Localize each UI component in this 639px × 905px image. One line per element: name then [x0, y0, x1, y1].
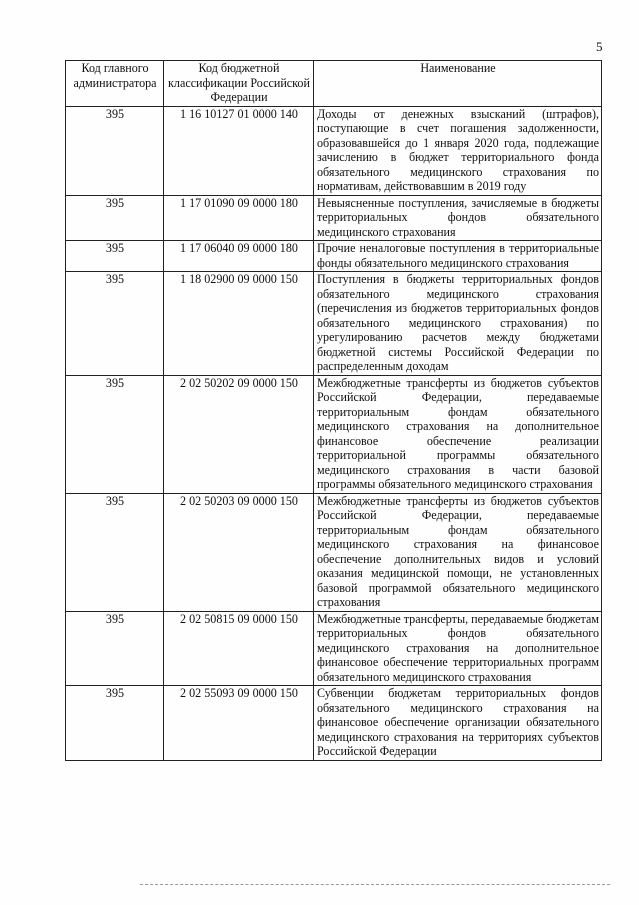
cell-admin-code: 395	[66, 272, 164, 376]
cell-budget-code: 1 16 10127 01 0000 140	[164, 106, 314, 195]
cell-admin-code: 395	[66, 611, 164, 686]
cell-name: Поступления в бюджеты территориальных фондов обязательного медицинского страхования (перечисления из бюджетов территориальных фондов обязательного медицинского страхования) по урегулированию расчетов между бюджетами бюджетной системы Российской Федерации по распределенным доходам	[314, 272, 602, 376]
scan-footer-line	[140, 884, 610, 887]
header-budget-code: Код бюджетной классификации Российской Федерации	[164, 61, 314, 107]
table-row	[66, 611, 602, 686]
header-admin-code: Код главного администратора	[66, 61, 164, 107]
cell-admin-code: 395	[66, 195, 164, 241]
page-number: 5	[596, 39, 603, 54]
cell-name: Субвенции бюджетам территориальных фондов обязательного медицинского страхования на финансовое обеспечение организации обязательного медицинского страхования на территориях субъектов Российской Федерации	[314, 686, 602, 761]
cell-name: Доходы от денежных взысканий (штрафов), поступающие в счет погашения задолженности, образовавшейся до 1 января 2020 года, подлежащие зачислению в бюджет территориального фонда обязательного медицинского страхования по нормативам, действовавшим в 2019 году	[314, 106, 602, 195]
cell-admin-code: 395	[66, 375, 164, 493]
cell-budget-code: 2 02 50203 09 0000 150	[164, 493, 314, 611]
cell-admin-code: 395	[66, 106, 164, 195]
cell-name: Межбюджетные трансферты из бюджетов субъектов Российской Федерации, передаваемые территориальным фондам обязательного медицинского страхования на финансовое обеспечение дополнительных видов и условий оказания медицинской помощи, не установленных базовой программой обязательного медицинского страхования	[314, 493, 602, 611]
budget-codes-table	[65, 60, 602, 761]
cell-admin-code: 395	[66, 686, 164, 761]
table-header-row	[66, 61, 602, 107]
table-row	[66, 493, 602, 611]
cell-name: Невыясненные поступления, зачисляемые в бюджеты территориальных фондов обязательного медицинского страхования	[314, 195, 602, 241]
header-name: Наименование	[314, 61, 602, 107]
cell-budget-code: 1 17 01090 09 0000 180	[164, 195, 314, 241]
cell-admin-code: 395	[66, 241, 164, 272]
table-row	[66, 686, 602, 761]
cell-budget-code: 2 02 50202 09 0000 150	[164, 375, 314, 493]
cell-name: Межбюджетные трансферты из бюджетов субъектов Российской Федерации, передаваемые территориальным фондам обязательного медицинского страхования на дополнительное финансовое обеспечение реализации территориальной программы обязательного медицинского страхования в части базовой программы обязательного медицинского страхования	[314, 375, 602, 493]
cell-budget-code: 1 17 06040 09 0000 180	[164, 241, 314, 272]
table-row	[66, 272, 602, 376]
table-row	[66, 241, 602, 272]
table-row	[66, 195, 602, 241]
cell-name: Межбюджетные трансферты, передаваемые бюджетам территориальных фондов обязательного медицинского страхования на дополнительное финансовое обеспечение территориальных программ обязательного медицинского страхования	[314, 611, 602, 686]
cell-budget-code: 2 02 55093 09 0000 150	[164, 686, 314, 761]
cell-budget-code: 2 02 50815 09 0000 150	[164, 611, 314, 686]
cell-name: Прочие неналоговые поступления в территориальные фонды обязательного медицинского страхования	[314, 241, 602, 272]
cell-budget-code: 1 18 02900 09 0000 150	[164, 272, 314, 376]
cell-admin-code: 395	[66, 493, 164, 611]
table-row	[66, 106, 602, 195]
table-row	[66, 375, 602, 493]
